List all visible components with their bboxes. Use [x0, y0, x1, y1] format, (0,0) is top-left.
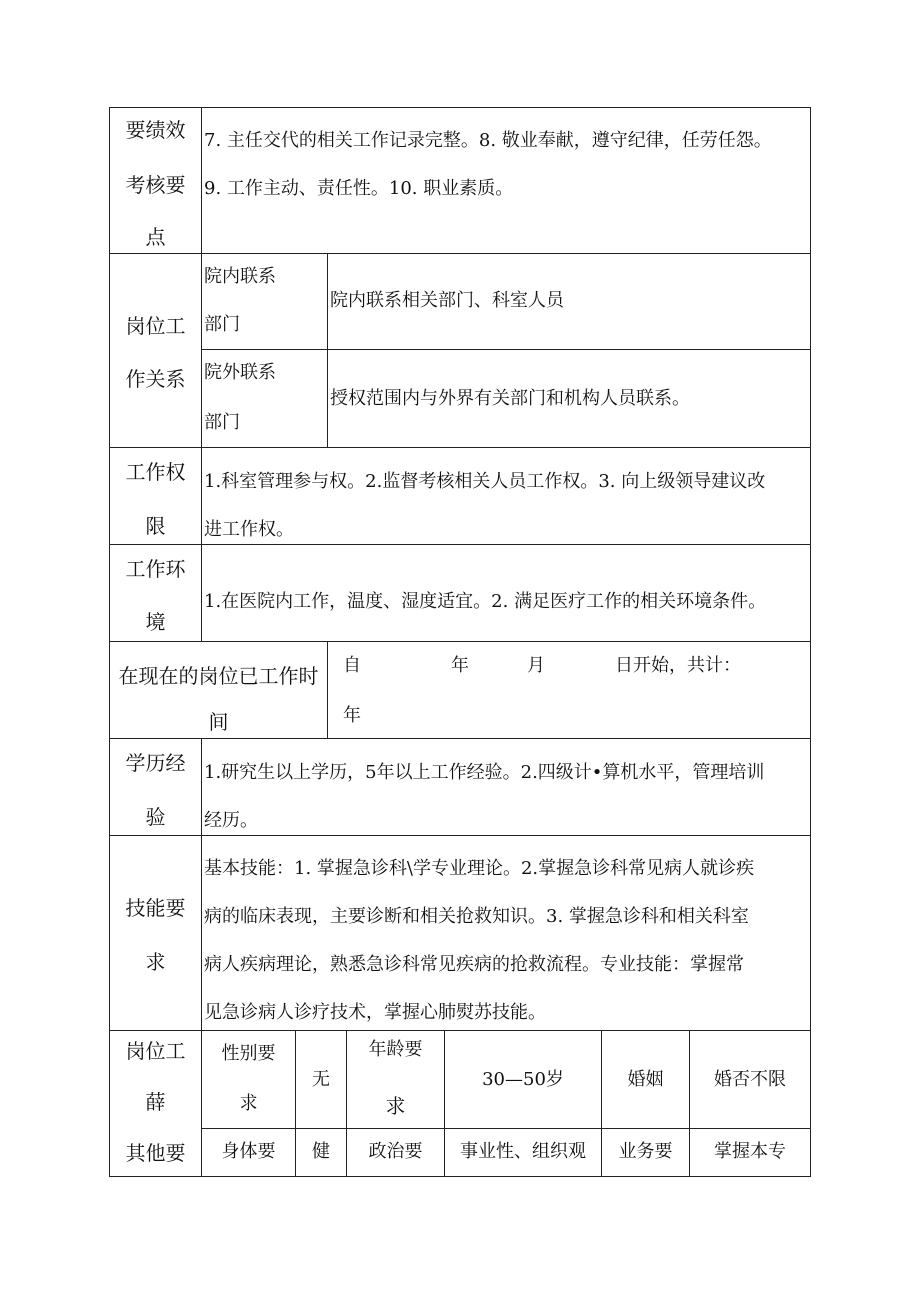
- table-border-bottom: [109, 1176, 811, 1177]
- relations-label-line-2: 作关系: [125, 367, 186, 391]
- gender-value: 无: [312, 1069, 330, 1090]
- education-label-line-2: 验: [145, 805, 166, 829]
- internal-content: 院内联系相关部门、科室人员: [330, 290, 564, 311]
- internal-sublabel-line-1: 院内联系: [204, 266, 276, 287]
- other-label-line-1: 岗位工: [125, 1039, 186, 1063]
- authority-content-line-1: 1.科室管理参与权。2.监督考核相关人员工作权。3. 向上级领导建议改: [204, 471, 766, 492]
- kpi-content-line-1: 7. 主任交代的相关工作记录完整。8. 敬业奉献，遵守纪律，任劳任怨。: [204, 130, 772, 151]
- politics-label: 政治要: [368, 1141, 423, 1162]
- skills-content-line-4: 见急诊病人诊疗技术，掌握心肺熨苏技能。: [204, 1002, 546, 1023]
- tenure-label-line-2: 间: [208, 710, 229, 734]
- table-border-top: [109, 107, 811, 108]
- tenure-from: 自: [343, 655, 361, 676]
- external-content: 授权范围内与外界有关部门和机构人员联系。: [330, 388, 690, 409]
- kpi-label-line-3: 点: [145, 225, 166, 249]
- skills-content-line-3: 病人疾病理论，熟悉急诊科常见疾病的抢救流程。专业技能：掌握常: [204, 954, 744, 975]
- row-divider: [109, 447, 811, 448]
- age-label-line-2: 求: [385, 1094, 406, 1118]
- authority-content-line-2: 进工作权。: [204, 519, 294, 540]
- relations-label-line-1: 岗位工: [125, 314, 186, 338]
- kpi-label-line-1: 要绩效: [125, 118, 186, 142]
- authority-label-line-2: 限: [145, 514, 166, 538]
- body-value: 健: [312, 1141, 330, 1162]
- skills-label-line-1: 技能要: [125, 896, 186, 920]
- business-label: 业务要: [618, 1141, 673, 1162]
- skills-content-line-2: 病的临床表现，主要诊断和相关抢救知识。3. 掌握急诊科和相关科室: [204, 906, 749, 927]
- tenure-years-unit: 年: [343, 705, 361, 726]
- environment-label-line-2: 境: [145, 610, 166, 634]
- age-value: 30—50岁: [482, 1069, 564, 1090]
- table-border-right: [810, 107, 811, 1177]
- education-content-line-2: 经历。: [204, 810, 258, 831]
- authority-label-line-1: 工作权: [125, 460, 186, 484]
- kpi-content-line-2: 9. 工作主动、责任性。10. 职业素质。: [204, 178, 514, 199]
- politics-value: 事业性、组织观: [460, 1141, 586, 1162]
- internal-sublabel-line-2: 部门: [204, 314, 240, 335]
- gender-label-line-1: 性别要: [221, 1043, 276, 1064]
- kpi-label-line-2: 考核要: [125, 173, 186, 197]
- gender-label-line-2: 求: [239, 1093, 258, 1114]
- tenure-divider: [327, 641, 328, 738]
- environment-content: 1.在医院内工作，温度、湿度适宜。2. 满足医疗工作的相关环境条件。: [204, 591, 767, 612]
- external-sublabel-line-1: 院外联系: [204, 362, 276, 383]
- tenure-year-unit: 年: [451, 655, 469, 676]
- business-value: 掌握本专: [714, 1141, 786, 1162]
- education-label-line-1: 学历经: [125, 751, 186, 775]
- row-divider: [201, 349, 811, 350]
- sublabel-divider: [327, 253, 328, 447]
- age-label-line-1: 年龄要: [368, 1039, 423, 1060]
- marriage-label: 婚姻: [627, 1069, 664, 1090]
- external-sublabel-line-2: 部门: [204, 412, 240, 433]
- marriage-value: 婚否不限: [714, 1069, 786, 1090]
- other-label-line-2: 薛: [145, 1090, 166, 1114]
- tenure-month-unit: 月: [527, 655, 545, 676]
- skills-label-line-2: 求: [145, 950, 166, 974]
- tenure-label-line-1: 在现在的岗位已工作时: [118, 664, 319, 688]
- body-label: 身体要: [221, 1141, 276, 1162]
- other-label-line-3: 其他要: [125, 1141, 186, 1165]
- label-column-divider: [201, 107, 202, 641]
- skills-content-line-1: 基本技能：1. 掌握急诊科\学专业理论。2.掌握急诊科常见病人就诊疾: [204, 858, 755, 879]
- education-content-line-1: 1.研究生以上学历，5年以上工作经验。2.四级计•算机水平，管理培训: [204, 762, 765, 783]
- tenure-day-start: 日开始，共计：: [615, 655, 741, 676]
- environment-label-line-1: 工作环: [125, 557, 186, 581]
